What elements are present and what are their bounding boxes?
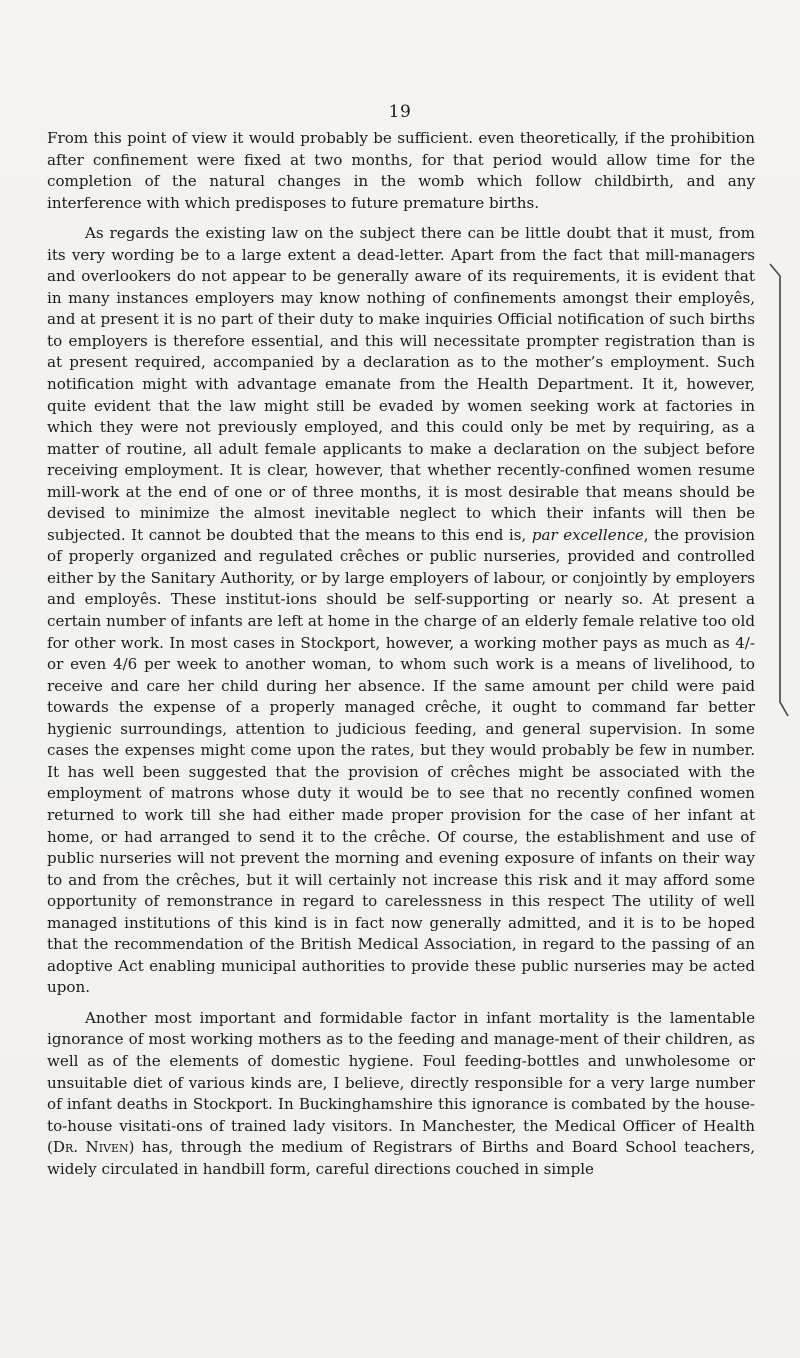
paragraph-text: , the provision of properly organized and regulated crêches or public nurseries, provided and controlled either by the Sanitary Authority, or by large employers of labour, or conjointly by employers and employês. These institut-ions should be self-supporting or nearly so. At present a certain number of infants are left at home in the charge of an elderly female relative too old for other work. In most cases in Stockport, however, a working mother pays as much as 4/- or even 4/6 per week to another woman, to whom such work is a means of livelihood, to receive and care her child during her absence. If the same amount per child were paid towards the expense of a properly managed crêche, it ought to command far better hygienic surroundings, attention to judicious feeding, and general supervision. In some cases the expenses might come upon the rates, but they would probably be few in number. It has well been suggested that the provision of crêches might be associated with the employment of matrons whose duty it would be to see that no recently confined women returned to work till she had either made proper provision for the case of her infant at home, or had arranged to send it to the crêche. Of course, the establishment and use of public nurseries will not prevent the morning and evening exposure of infants on their way to and from the crêches, but it will certainly not increase this risk and it may afford some opportunity of remonstrance in regard to carelessness in this respect The utility of well managed institutions of this kind is in fact now generally admitted, and it is to be hoped that the recommendation of the British Medical Association, in regard to the passing of an adoptive Act enabling municipal authorities to provide these public nurseries may be acted upon.: [47, 525, 755, 997]
paragraph-ignorance-factor: [47, 1008, 755, 1180]
paragraph-confinement-prohibition: [47, 128, 755, 214]
paragraph-text: ) has, through the medium of Registrars of Births and Board School teachers, widely circulated in handbill form, careful directions couched in simple: [47, 1138, 755, 1178]
page-number: 19: [388, 102, 412, 122]
body-text: [47, 128, 755, 1180]
paragraph-text: Another most important and formidable factor in infant mortality is the lamentable ignorance of most working mothers as to the feeding and manage-ment of their children, as well as of the elements of domestic hygiene. Foul feeding-bottles and unwholesome or unsuitable diet of various kinds are, I believe, directly responsible for a very large number of infant deaths in Stockport. In Buckinghamshire this ignorance is combated by the house-to-house visitati-ons of trained lady visitors. In Manchester, the Medical Officer of Health (: [47, 1008, 755, 1157]
paragraph-text: As regards the existing law on the subject there can be little doubt that it must, from its very wording be to a large extent a dead-letter. Apart from the fact that mill-managers and overlookers do not appear to be generally aware of its requirements, it is evident that in many instances employers may know nothing of confinements amongst their employês, and at present it is no part of their duty to make inquiries Official notification of such births to employers is therefore essential, and this will necessitate prompter registration than is at present required, accompanied by a declaration as to the mother’s employment. Such notification might with advantage emanate from the Health Department. It it, however, quite evident that the law might still be evaded by women seeking work at factories in which they were not previously employed, and this could only be met by requiring, as a matter of routine, all adult female applicants to make a declaration on the subject before receiving employment. It is clear, however, that whether recently-confined women resume mill-work at the end of one or of three months, it is most desirable that means should be devised to minimize the almost inevitable neglect to which their infants will then be subjected. It cannot be doubted that the means to this end is,: [47, 224, 755, 544]
paragraph-existing-law: [47, 223, 755, 999]
paragraph-text: From this point of view it would probably be sufficient. even theoretically, if the prohibition after confinement were fixed at two months, for that period would allow time for the completion of the natural changes in the womb which follow childbirth, and any interference with which predisposes to future premature births.: [47, 129, 755, 212]
small-caps-name: Dr. Niven: [52, 1138, 129, 1157]
italic-phrase: par excellence: [531, 525, 644, 544]
margin-bracket-mark: [768, 262, 792, 718]
